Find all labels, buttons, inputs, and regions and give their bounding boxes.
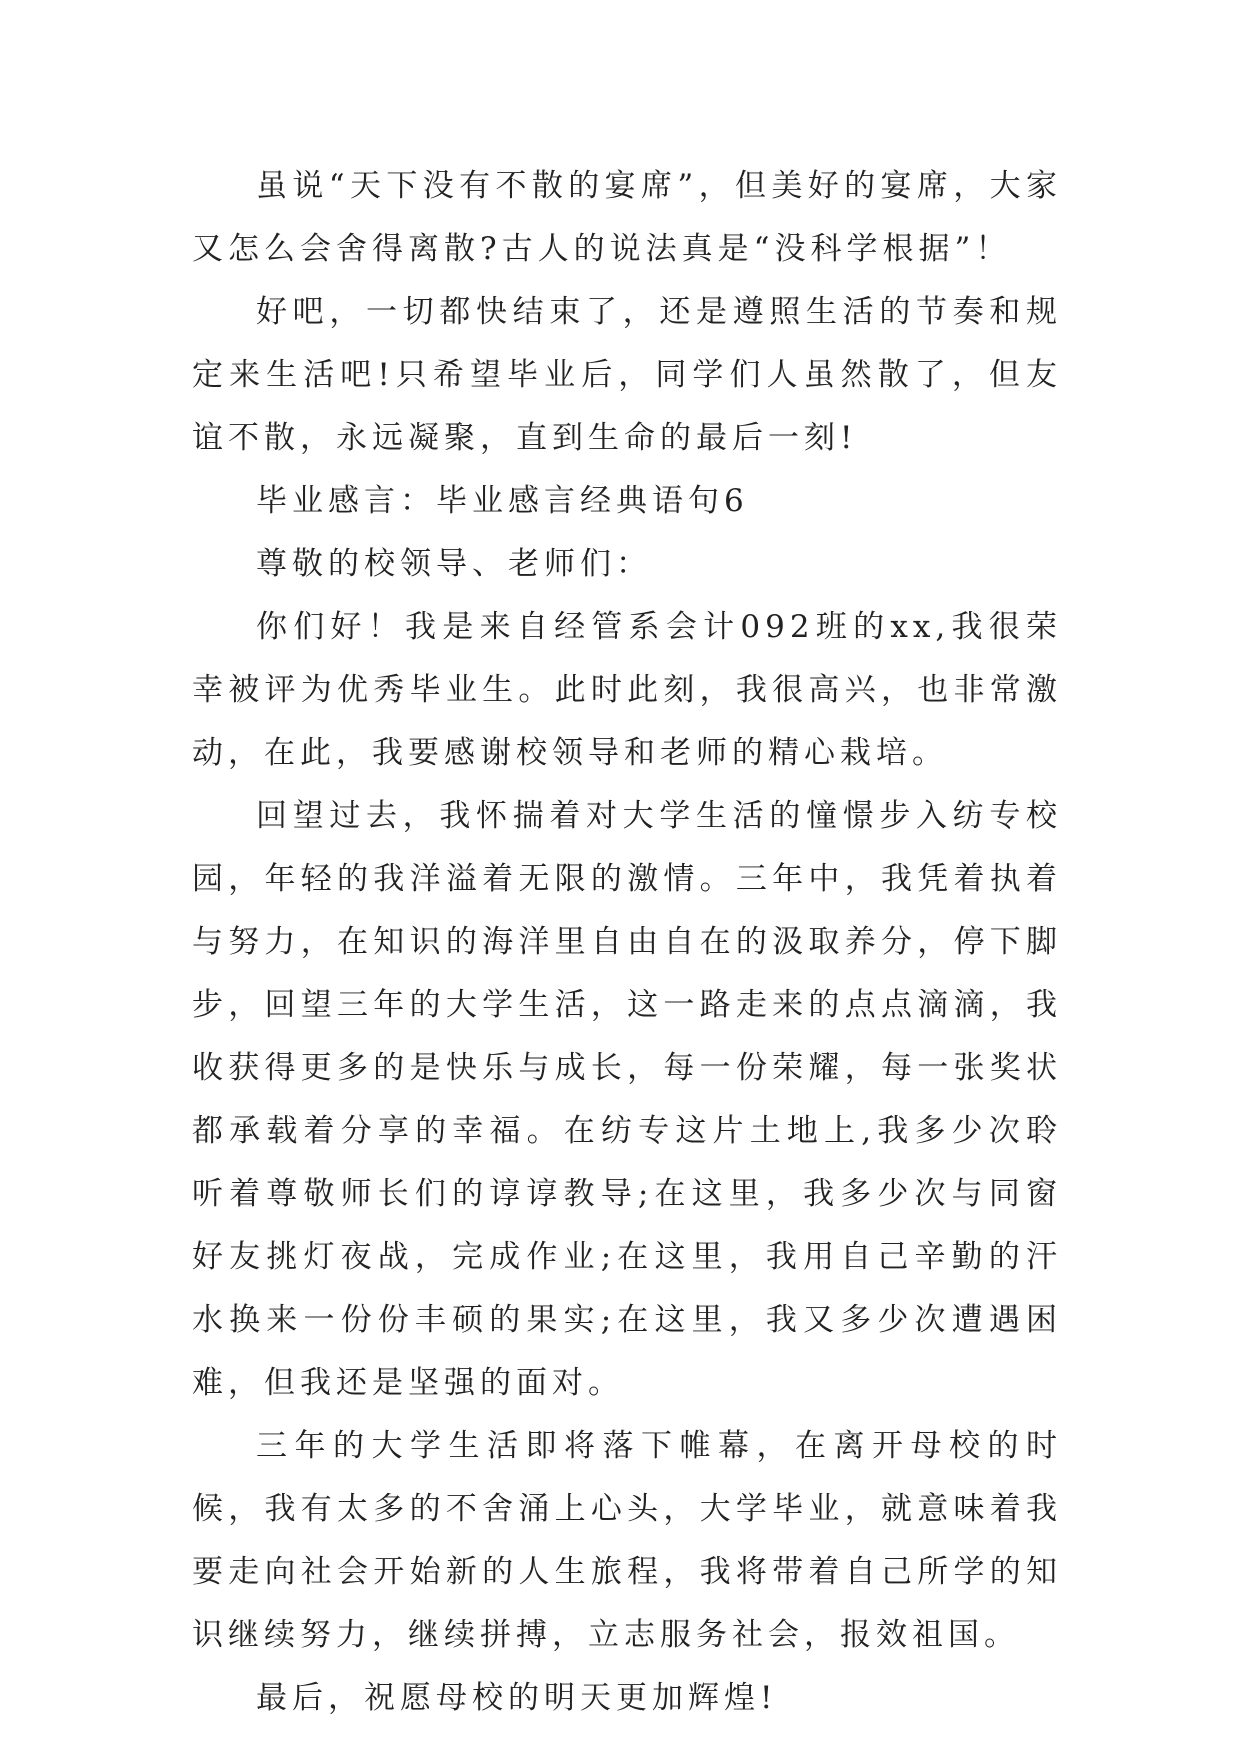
paragraph-retrospect: 回望过去，我怀揣着对大学生活的憧憬步入纺专校园，年轻的我洋溢着无限的激情。三年中，我凭着执着与努力，在知识的海洋里自由自在的汲取养分，停下脚步，回望三年的大学生活，这一路走来的点点滴滴，我收获得更多的是快乐与成长，每一份荣耀，每一张奖状都承载着分享的幸福。在纺专这片土地上,我多少次聆听着尊敬师长们的谆谆教导;在这里，我多少次与同窗好友挑灯夜战，完成作业;在这里，我用自己辛勤的汗水换来一份份丰硕的果实;在这里，我又多少次遭遇困难，但我还是坚强的面对。 xyxy=(192,798,1062,1401)
paragraph-1: 虽说“天下没有不散的宴席”，但美好的宴席，大家又怎么会舍得离散?古人的说法真是“没科学根据”！ xyxy=(192,168,1062,267)
paragraph-farewell: 三年的大学生活即将落下帷幕，在离开母校的时候，我有太多的不舍涌上心头，大学毕业，就意味着我要走向社会开始新的人生旅程，我将带着自己所学的知识继续努力，继续拼搏，立志服务社会，报效祖国。 xyxy=(192,1428,1062,1653)
document-body xyxy=(192,155,1062,1730)
paragraph-closing: 最后，祝愿母校的明天更加辉煌! xyxy=(256,1680,778,1716)
section-heading: 毕业感言：毕业感言经典语句6 xyxy=(256,483,749,519)
paragraph-2: 好吧，一切都快结束了，还是遵照生活的节奏和规定来生活吧!只希望毕业后，同学们人虽然散了，但友谊不散，永远凝聚，直到生命的最后一刻! xyxy=(192,294,1062,456)
salutation: 尊敬的校领导、老师们： xyxy=(256,546,652,582)
paragraph-greeting: 你们好！我是来自经管系会计092班的xx,我很荣幸被评为优秀毕业生。此时此刻，我很高兴，也非常激动，在此，我要感谢校领导和老师的精心栽培。 xyxy=(192,609,1062,771)
